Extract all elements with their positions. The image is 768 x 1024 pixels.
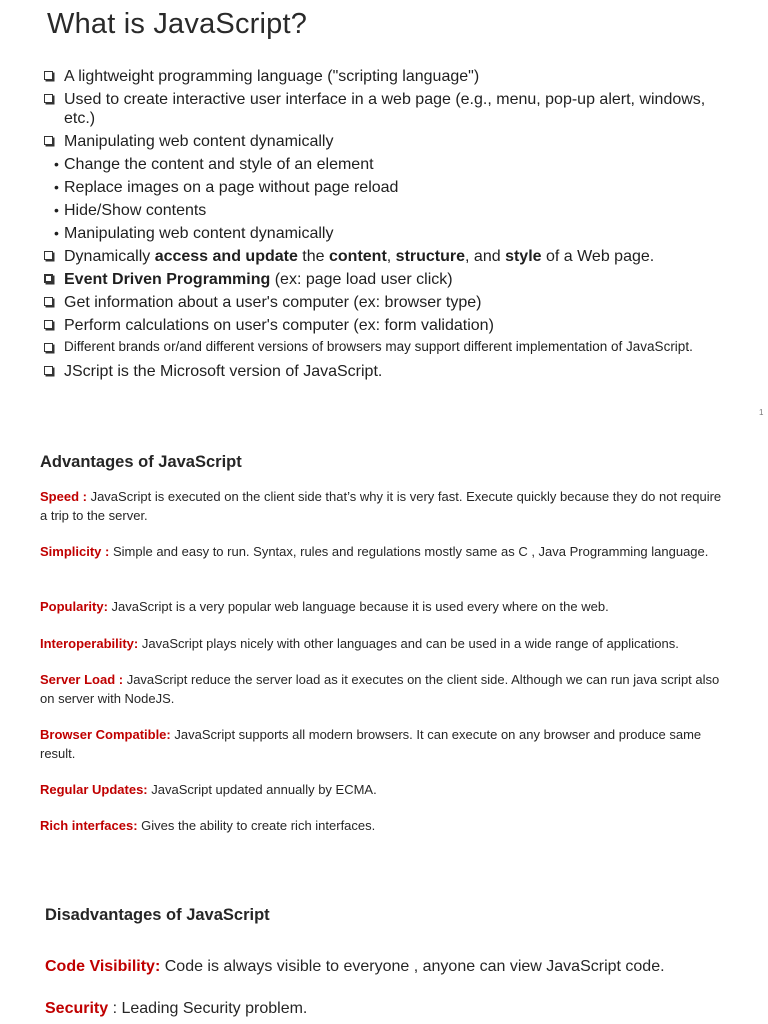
checkbox-bullet-icon bbox=[44, 316, 64, 329]
advantage-regular-updates: Regular Updates: JavaScript updated annually by ECMA. bbox=[40, 782, 377, 797]
dot-bullet-icon: • bbox=[54, 202, 59, 218]
dot-bullet-icon: • bbox=[54, 225, 59, 241]
disadvantages-heading: Disadvantages of JavaScript bbox=[45, 906, 270, 924]
disadvantage-code-visibility: Code Visibility: Code is always visible to everyone , anyone can view JavaScript code. bbox=[45, 958, 665, 975]
sub-list-item: • Replace images on a page without page reload bbox=[54, 179, 399, 196]
dot-bullet-icon: • bbox=[54, 156, 59, 172]
checkbox-bullet-icon bbox=[44, 132, 64, 145]
list-item: Event Driven Programming (ex: page load user click) bbox=[44, 270, 724, 289]
sub-list-item: • Hide/Show contents bbox=[54, 202, 207, 219]
advantage-simplicity: Simplicity : Simple and easy to run. Syntax, rules and regulations mostly same as C , Java Programming language. bbox=[40, 544, 709, 559]
advantage-speed: Speed : JavaScript is executed on the client side that’s why it is very fast. Execute quickly because they do not require a trip to the server. bbox=[40, 489, 722, 523]
dot-bullet-icon: • bbox=[54, 179, 59, 195]
checkbox-bullet-icon bbox=[44, 339, 64, 352]
advantage-rich-interfaces: Rich interfaces: Gives the ability to create rich interfaces. bbox=[40, 818, 376, 833]
list-item: Different brands or/and different versions of browsers may support different implementation of JavaScript. bbox=[44, 339, 724, 356]
list-item: A lightweight programming language ("scripting language") bbox=[44, 67, 724, 86]
checkbox-bullet-icon bbox=[44, 270, 64, 283]
advantages-heading: Advantages of JavaScript bbox=[40, 453, 242, 471]
list-item: Used to create interactive user interface in a web page (e.g., menu, pop-up alert, windows, etc.) bbox=[44, 90, 724, 128]
list-item: Dynamically access and update the content, structure, and style of a Web page. bbox=[44, 247, 724, 266]
page-title: What is JavaScript? bbox=[47, 8, 308, 40]
checkbox-bullet-icon bbox=[44, 362, 64, 375]
sub-list-item: • Manipulating web content dynamically bbox=[54, 225, 334, 242]
checkbox-bullet-icon bbox=[44, 247, 64, 260]
javascript-bullet-list bbox=[44, 67, 724, 385]
list-item: Manipulating web content dynamically bbox=[44, 132, 724, 151]
checkbox-bullet-icon bbox=[44, 293, 64, 306]
page-number: 1 bbox=[759, 408, 764, 417]
disadvantage-security: Security : Leading Security problem. bbox=[45, 1000, 308, 1017]
advantage-browser-compatible: Browser Compatible: JavaScript supports all modern browsers. It can execute on any browser and produce same result. bbox=[40, 727, 702, 761]
checkbox-bullet-icon bbox=[44, 67, 64, 80]
sub-list-item: • Change the content and style of an element bbox=[54, 156, 374, 173]
advantage-interoperability: Interoperability: JavaScript plays nicely with other languages and can be used in a wide range of applications. bbox=[40, 636, 679, 651]
checkbox-bullet-icon bbox=[44, 90, 64, 103]
list-item: Get information about a user's computer (ex: browser type) bbox=[44, 293, 724, 312]
advantage-server-load: Server Load : JavaScript reduce the server load as it executes on the client side. Although we can run java script also on server with NodeJS. bbox=[40, 672, 720, 706]
list-item: JScript is the Microsoft version of JavaScript. bbox=[44, 362, 724, 381]
advantage-popularity: Popularity: JavaScript is a very popular web language because it is used every where on the web. bbox=[40, 599, 609, 614]
list-item: Perform calculations on user's computer (ex: form validation) bbox=[44, 316, 724, 335]
